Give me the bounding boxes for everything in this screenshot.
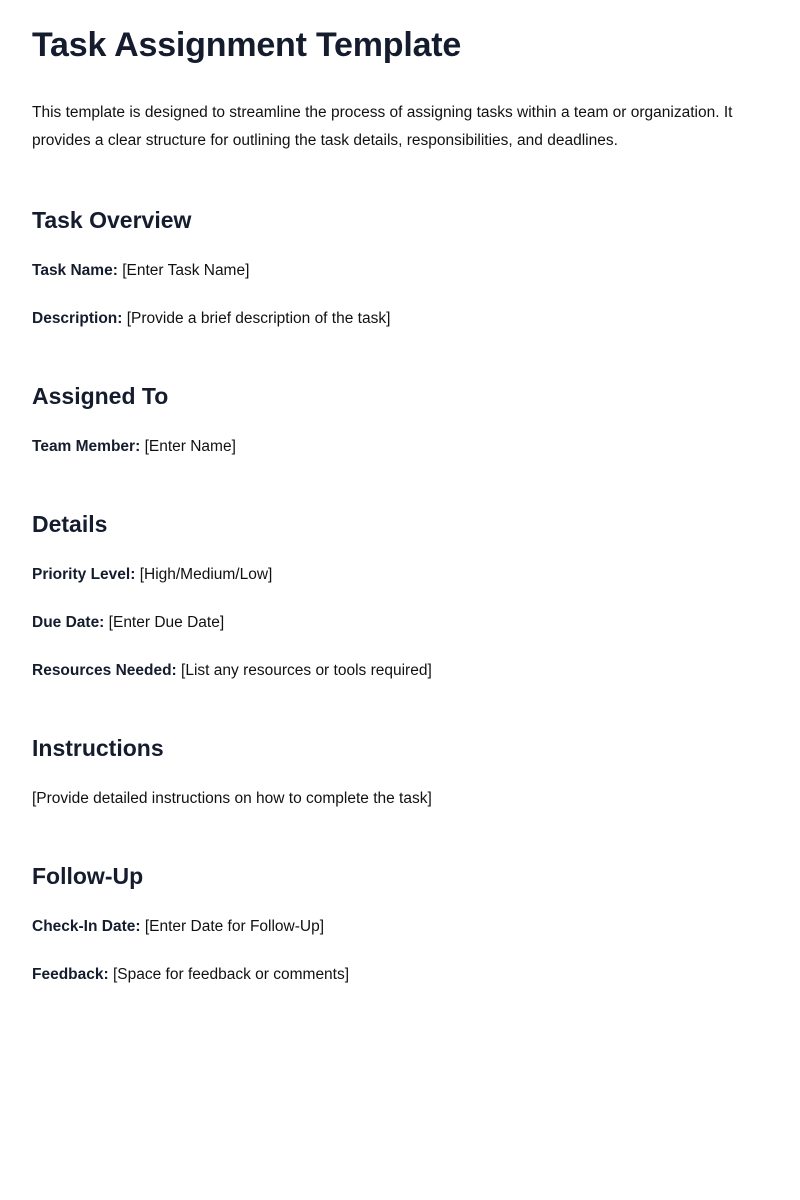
instructions-text: [Provide detailed instructions on how to complete the task] (32, 790, 432, 807)
section-heading-follow-up: Follow-Up (32, 863, 144, 889)
field-task-name (32, 259, 768, 283)
page-title: Task Assignment Template (32, 26, 462, 64)
field-value-team-member: [Enter Name] (144, 438, 236, 455)
section-heading-assigned-to: Assigned To (32, 383, 169, 409)
section-heading-instructions: Instructions (32, 735, 164, 761)
field-label-feedback: Feedback: (32, 966, 109, 983)
section-follow-up (32, 861, 768, 987)
field-feedback (32, 963, 768, 987)
field-value-check-in-date: [Enter Date for Follow-Up] (144, 918, 325, 935)
section-assigned-to (32, 381, 768, 459)
field-resources-needed (32, 659, 768, 683)
field-label-resources-needed: Resources Needed: (32, 662, 177, 679)
field-value-description: [Provide a brief description of the task] (126, 310, 391, 327)
field-value-priority-level: [High/Medium/Low] (139, 566, 273, 583)
section-heading-task-overview: Task Overview (32, 207, 192, 233)
section-instructions (32, 733, 768, 811)
field-check-in-date (32, 915, 768, 939)
intro-paragraph: This template is designed to streamline the process of assigning tasks within a team or organization. It provides a clear structure for outlining the task details, responsibilities, and deadlines. (32, 104, 733, 149)
field-label-description: Description: (32, 310, 123, 327)
field-value-resources-needed: [List any resources or tools required] (181, 662, 432, 679)
field-label-due-date: Due Date: (32, 614, 105, 631)
field-label-team-member: Team Member: (32, 438, 141, 455)
field-label-priority-level: Priority Level: (32, 566, 136, 583)
field-team-member (32, 435, 768, 459)
field-priority-level (32, 563, 768, 587)
field-value-feedback: [Space for feedback or comments] (112, 966, 350, 983)
field-label-task-name: Task Name: (32, 262, 118, 279)
section-task-overview (32, 205, 768, 331)
field-value-due-date: [Enter Due Date] (108, 614, 225, 631)
field-value-task-name: [Enter Task Name] (122, 262, 250, 279)
field-label-check-in-date: Check-In Date: (32, 918, 141, 935)
section-details (32, 509, 768, 683)
field-due-date (32, 611, 768, 635)
section-heading-details: Details (32, 511, 108, 537)
field-description (32, 307, 768, 331)
